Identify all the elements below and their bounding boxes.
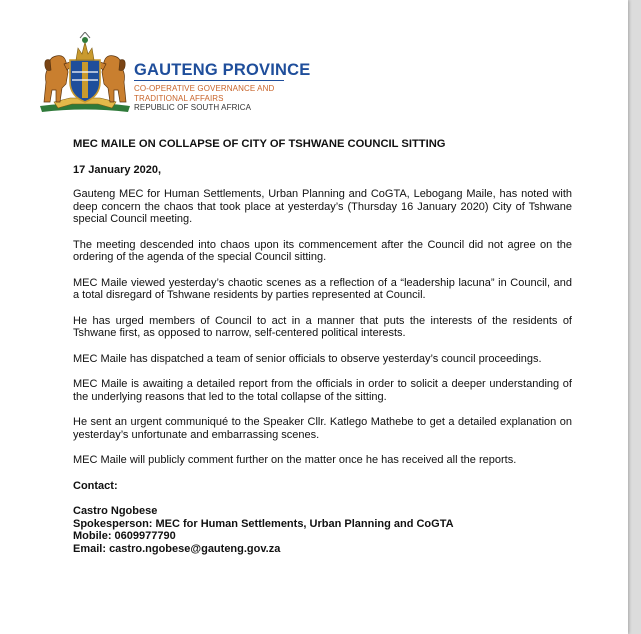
contact-role: Spokesperson: MEC for Human Settlements, Urban Planning and CoGTA xyxy=(73,517,454,530)
contact-label: Contact: xyxy=(73,479,118,492)
department-line-2: TRADITIONAL AFFAIRS xyxy=(134,93,224,103)
paragraph-8: MEC Maile will publicly comment further on the matter once he has received all the reports. xyxy=(73,454,517,466)
gauteng-coat-of-arms-logo xyxy=(36,32,134,114)
contact-name: Castro Ngobese xyxy=(73,505,158,517)
document-body[interactable] xyxy=(73,138,572,555)
contact-email[interactable]: Email: castro.ngobese@gauteng.gov.za xyxy=(73,542,281,555)
paragraph-7: He sent an urgent communiqué to the Speaker Cllr. Katlego Mathebe to get a detailed explanation on yesterday’s unfortunate and embarrassing scenes. xyxy=(73,416,572,441)
paragraph-4: He has urged members of Council to act in a manner that puts the interests of the residents of Tshwane first, as opposed to narrow, self-centered political interests. xyxy=(73,314,572,339)
document-heading: MEC MAILE ON COLLAPSE OF CITY OF TSHWANE COUNCIL SITTING xyxy=(73,138,446,150)
country-line: REPUBLIC OF SOUTH AFRICA xyxy=(134,103,252,112)
document-date: 17 January 2020, xyxy=(73,163,162,176)
paragraph-6: MEC Maile is awaiting a detailed report from the officials in order to solicit a deeper understanding of the underlying reasons that led to the total collapse of the sitting. xyxy=(73,378,572,403)
org-name: GAUTENG PROVINCE xyxy=(134,61,311,79)
paragraph-5: MEC Maile has dispatched a team of senior officials to observe yesterday’s council proceedings. xyxy=(73,352,542,365)
paragraph-2: The meeting descended into chaos upon its commencement after the Council did not agree on the ordering of the agenda of the special Council sitting. xyxy=(73,238,572,263)
letterhead-divider xyxy=(134,80,284,81)
paragraph-3: MEC Maile viewed yesterday’s chaotic scenes as a reflection of a “leadership lacuna” in Council, and a total disregard of Tshwane residents by parties represented at Council. xyxy=(73,276,572,301)
paragraph-1: Gauteng MEC for Human Settlements, Urban Planning and CoGTA, Lebogang Maile, has noted with deep concern the chaos that took place at yesterday’s (Thursday 16 January 2020) City of Tshwane special Council meeting. xyxy=(73,188,572,225)
contact-mobile: Mobile: 0609977790 xyxy=(73,530,176,542)
letterhead-text xyxy=(134,62,310,113)
department-line-1: CO-OPERATIVE GOVERNANCE AND xyxy=(134,84,275,93)
